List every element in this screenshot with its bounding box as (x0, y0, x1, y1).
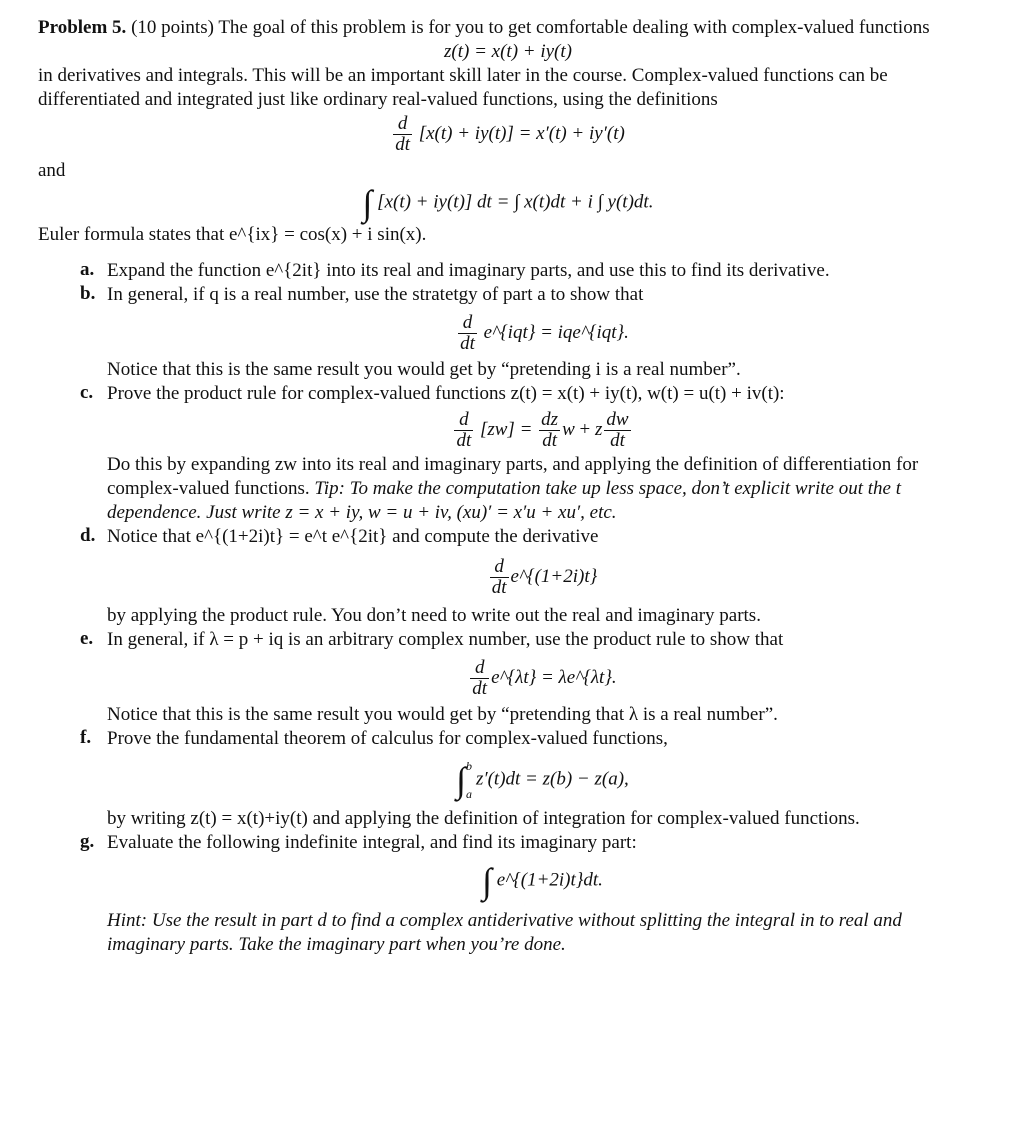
part-d-label: d. (80, 525, 96, 546)
part-c-equation: $\frac{d}{dt}$ [zw] = $\frac{dz}{dt}$ w + z $\frac{dw}{dt}$ (456, 409, 629, 451)
part-c-text: Prove the product rule for complex-valued functions z(t) = x(t) + iy(t), w(t) = u(t) + iv(t): (107, 383, 785, 404)
integral-sign: ∫ (362, 183, 373, 223)
part-g-hint: Hint: Use the result in part d to find a complex antiderivative without splitting the integral in to real and imaginary parts. Take the imaginary part when you’re done. (107, 910, 902, 955)
part-f (80, 727, 978, 831)
part-e-text: In general, if λ = p + iq is an arbitrary complex number, use the product rule to show that (107, 629, 784, 650)
part-d-text: Notice that e^{(1+2i)t} = e^t e^{2it} and compute the derivative (107, 526, 599, 547)
equation-z: z(t) = x(t) + iy(t) (444, 41, 572, 62)
part-g (80, 831, 978, 957)
part-a (80, 259, 978, 283)
part-f-text: Prove the fundamental theorem of calculus for complex-valued functions, (107, 728, 668, 749)
part-e (80, 628, 978, 727)
euler-formula: Euler formula states that e^{ix} = cos(x) + i sin(x). (38, 224, 427, 245)
part-g-label: g. (80, 831, 95, 852)
part-g-equation: ∫ e^{(1+2i)t}dt. (482, 861, 603, 901)
part-b-note: Notice that this is the same result you would get by “pretending i is a real number”. (107, 359, 741, 380)
part-c-after: Do this by expanding zw into its real and imaginary parts, and applying the definition of differentiation for complex-valued functions. Tip: To make the computation take up less space, don’t explicit write out the t dependence. Just write z = x + iy, w = u + iv, (xu)′ = x′u + xu′, etc. (107, 454, 919, 523)
parts-list (80, 259, 978, 957)
part-f-label: f. (80, 727, 92, 748)
and-word: and (38, 160, 66, 181)
part-e-equation: $\frac{d}{dt}$ e^{λt} = λe^{λt}. (472, 657, 617, 699)
part-f-after: by writing z(t) = x(t)+iy(t) and applying the definition of integration for complex-valued functions. (107, 808, 860, 829)
part-d-equation: $\frac{d}{dt}$ e^{(1+2i)t} (491, 556, 598, 598)
part-g-text: Evaluate the following indefinite integral, and find its imaginary part: (107, 832, 637, 853)
part-b-text: In general, if q is a real number, use the stratetgy of part a to show that (107, 284, 644, 305)
part-c-tip: Tip: To make the computation take up less space, don’t explicit write out the t dependence. Just write z = x + iy, w = u + iv, (xu)′ = x′u + xu′, etc. (107, 478, 901, 523)
intro-text-2: in derivatives and integrals. This will be an important skill later in the course. Complex-valued functions can be differentiated and integrated just like ordinary real-valued functions, using the definitions (38, 65, 888, 110)
part-b-label: b. (80, 283, 96, 304)
problem-intro (38, 16, 978, 40)
part-c (80, 382, 978, 525)
problem-title: Problem 5. (38, 17, 127, 38)
part-a-text: Expand the function e^{2it} into its real and imaginary parts, and use this to find its derivative. (107, 260, 830, 281)
intro-text-1: (10 points) The goal of this problem is for you to get comfortable dealing with complex-valued functions (131, 17, 930, 38)
part-a-label: a. (80, 259, 95, 280)
equation-integral: ∫ [x(t) + iy(t)] dt = ∫ x(t)dt + i ∫ y(t)dt. (362, 183, 654, 223)
part-d-after: by applying the product rule. You don’t need to write out the real and imaginary parts. (107, 605, 761, 626)
part-e-note: Notice that this is the same result you would get by “pretending that λ is a real number”. (107, 704, 778, 725)
part-b-equation: $\frac{d}{dt}$ e^{iqt} = iqe^{iqt}. (460, 312, 629, 354)
equation-derivative: $\frac{d}{dt}$ [x(t) + iy(t)] = x′(t) + iy′(t) (395, 113, 625, 155)
part-c-label: c. (80, 382, 94, 403)
problem-page (38, 16, 978, 957)
part-d (80, 525, 978, 628)
part-f-equation: ∫b az′(t)dt = z(b) − z(a), (456, 759, 629, 801)
part-e-label: e. (80, 628, 94, 649)
d-dt-fraction: $\frac{d}{dt}$ (395, 113, 410, 155)
part-b (80, 283, 978, 382)
